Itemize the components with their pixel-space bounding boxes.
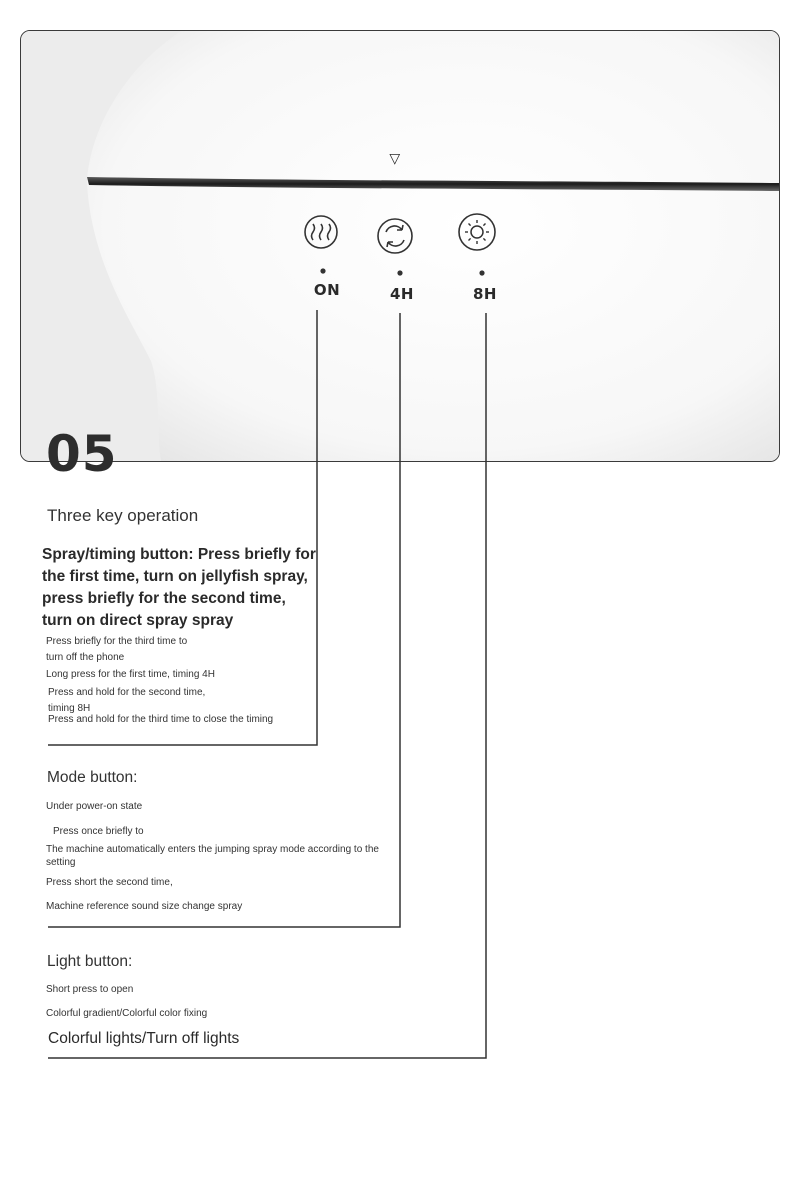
mode-line-4: Press short the second time,: [46, 877, 173, 888]
button-label-4h: 4H: [390, 285, 414, 303]
spray-lead: Spray/timing button: Press briefly for the first time, turn on jellyfish spray, press briefly for the second time, turn on direct spray spray: [42, 546, 316, 629]
light-footer: Colorful lights/Turn off lights: [48, 1030, 240, 1047]
spray-line-4: Press and hold for the second time,: [48, 687, 206, 698]
section-title: Three key operation: [47, 506, 199, 525]
button-label-on: ON: [313, 281, 341, 299]
diffuser-illustration: [21, 31, 779, 461]
indicator-dot-on: [320, 268, 325, 273]
indicator-glyph: ▽: [389, 151, 401, 167]
mode-line-3: The machine automatically enters the jumping spray mode according to the setting: [46, 844, 379, 868]
mode-line-5: Machine reference sound size change spray: [46, 901, 243, 912]
mode-title: Mode button:: [47, 769, 138, 786]
product-photo: [20, 30, 780, 462]
spray-line-6: Press and hold for the third time to close the timing: [48, 714, 274, 725]
indicator-dot-4h: [397, 270, 402, 275]
indicator-dot-8h: [479, 270, 484, 275]
spray-line-2: turn off the phone: [46, 652, 125, 663]
mode-line-1: Under power-on state: [46, 801, 143, 812]
diffuser-body: [87, 31, 779, 461]
light-title: Light button:: [47, 953, 133, 970]
step-number: 05: [46, 425, 118, 483]
mode-line-2: Press once briefly to: [53, 826, 144, 837]
spray-line-1: Press briefly for the third time to: [46, 636, 188, 647]
spray-line-3: Long press for the first time, timing 4H: [46, 669, 215, 680]
light-line-2: Colorful gradient/Colorful color fixing: [46, 1008, 208, 1019]
spray-line-5: timing 8H: [48, 703, 91, 714]
light-line-1: Short press to open: [46, 984, 134, 995]
button-label-8h: 8H: [473, 285, 497, 303]
